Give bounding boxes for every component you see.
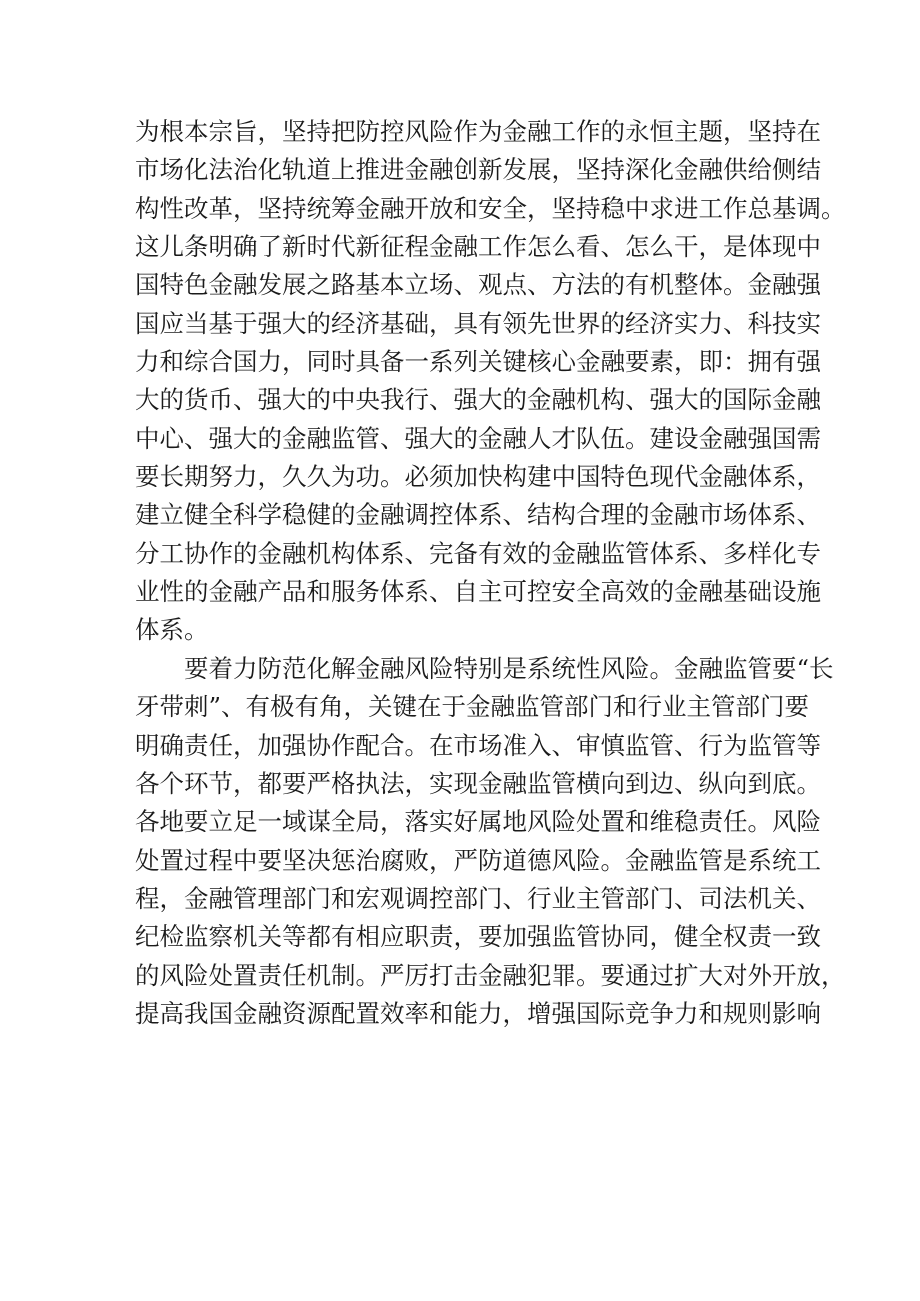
paragraph-2-line-3: 明确责任，加强协作配合。在市场准入、审慎监管、行为监管等 bbox=[135, 730, 821, 760]
paragraph-1-line-6: 国应当基于强大的经济基础，具有领先世界的经济实力、科技实 bbox=[135, 308, 821, 338]
paragraph-1-line-7: 力和综合国力，同时具备一系列关键核心金融要素，即：拥有强 bbox=[135, 347, 821, 377]
paragraph-2-line-6: 处置过程中要坚决惩治腐败，严防道德风险。金融监管是系统工 bbox=[135, 845, 821, 875]
paragraph-1-line-10: 要长期努力，久久为功。必须加快构建中国特色现代金融体系， bbox=[135, 462, 821, 492]
paragraph-1-line-3: 构性改革，坚持统筹金融开放和安全，坚持稳中求进工作总基调。 bbox=[135, 193, 846, 223]
paragraph-2-line-7: 程，金融管理部门和宏观调控部门、行业主管部门、司法机关、 bbox=[135, 883, 821, 913]
paragraph-2-line-4: 各个环节，都要严格执法，实现金融监管横向到边、纵向到底。 bbox=[135, 768, 821, 798]
paragraph-2-line-9: 的风险处置责任机制。严厉打击金融犯罪。要通过扩大对外开放， bbox=[135, 960, 846, 990]
paragraph-2-line-1: 要着力防范化解金融风险特别是系统性风险。金融监管要“长 bbox=[184, 653, 834, 683]
paragraph-1-line-4: 这儿条明确了新时代新征程金融工作怎么看、怎么干，是体现中 bbox=[135, 232, 821, 262]
paragraph-1-line-12: 分工协作的金融机构体系、完备有效的金融监管体系、多样化专 bbox=[135, 538, 821, 568]
paragraph-1-line-5: 国特色金融发展之路基本立场、观点、方法的有机整体。金融强 bbox=[135, 270, 821, 300]
paragraph-1-line-2: 市场化法治化轨道上推进金融创新发展，坚持深化金融供给侧结 bbox=[135, 155, 821, 185]
paragraph-2-line-8: 纪检监察机关等都有相应职责，要加强监管协同，健全权责一致 bbox=[135, 922, 821, 952]
paragraph-1-line-9: 中心、强大的金融监管、强大的金融人才队伍。建设金融强国需 bbox=[135, 423, 821, 453]
paragraph-2-line-2: 牙带刺”、有极有角，关键在于金融监管部门和行业主管部门要 bbox=[135, 692, 810, 722]
document-body bbox=[135, 113, 846, 1033]
paragraph-1-line-8: 大的货币、强大的中央我行、强大的金融机构、强大的国际金融 bbox=[135, 385, 821, 415]
paragraph-1-line-1: 为根本宗旨，坚持把防控风险作为金融工作的永恒主题，坚持在 bbox=[135, 117, 821, 146]
paragraph-1-line-14: 体系。 bbox=[135, 615, 209, 645]
paragraph-2-line-10: 提高我国金融资源配置效率和能力，增强国际竞争力和规则影响 bbox=[135, 998, 821, 1028]
paragraph-2-line-5: 各地要立足一域谋全局，落实好属地风险处置和维稳责任。风险 bbox=[135, 807, 821, 837]
paragraph-1-line-13: 业性的金融产品和服务体系、自主可控安全高效的金融基础设施 bbox=[135, 577, 821, 607]
paragraph-1-line-11: 建立健全科学稳健的金融调控体系、结构合理的金融市场体系、 bbox=[135, 500, 821, 530]
